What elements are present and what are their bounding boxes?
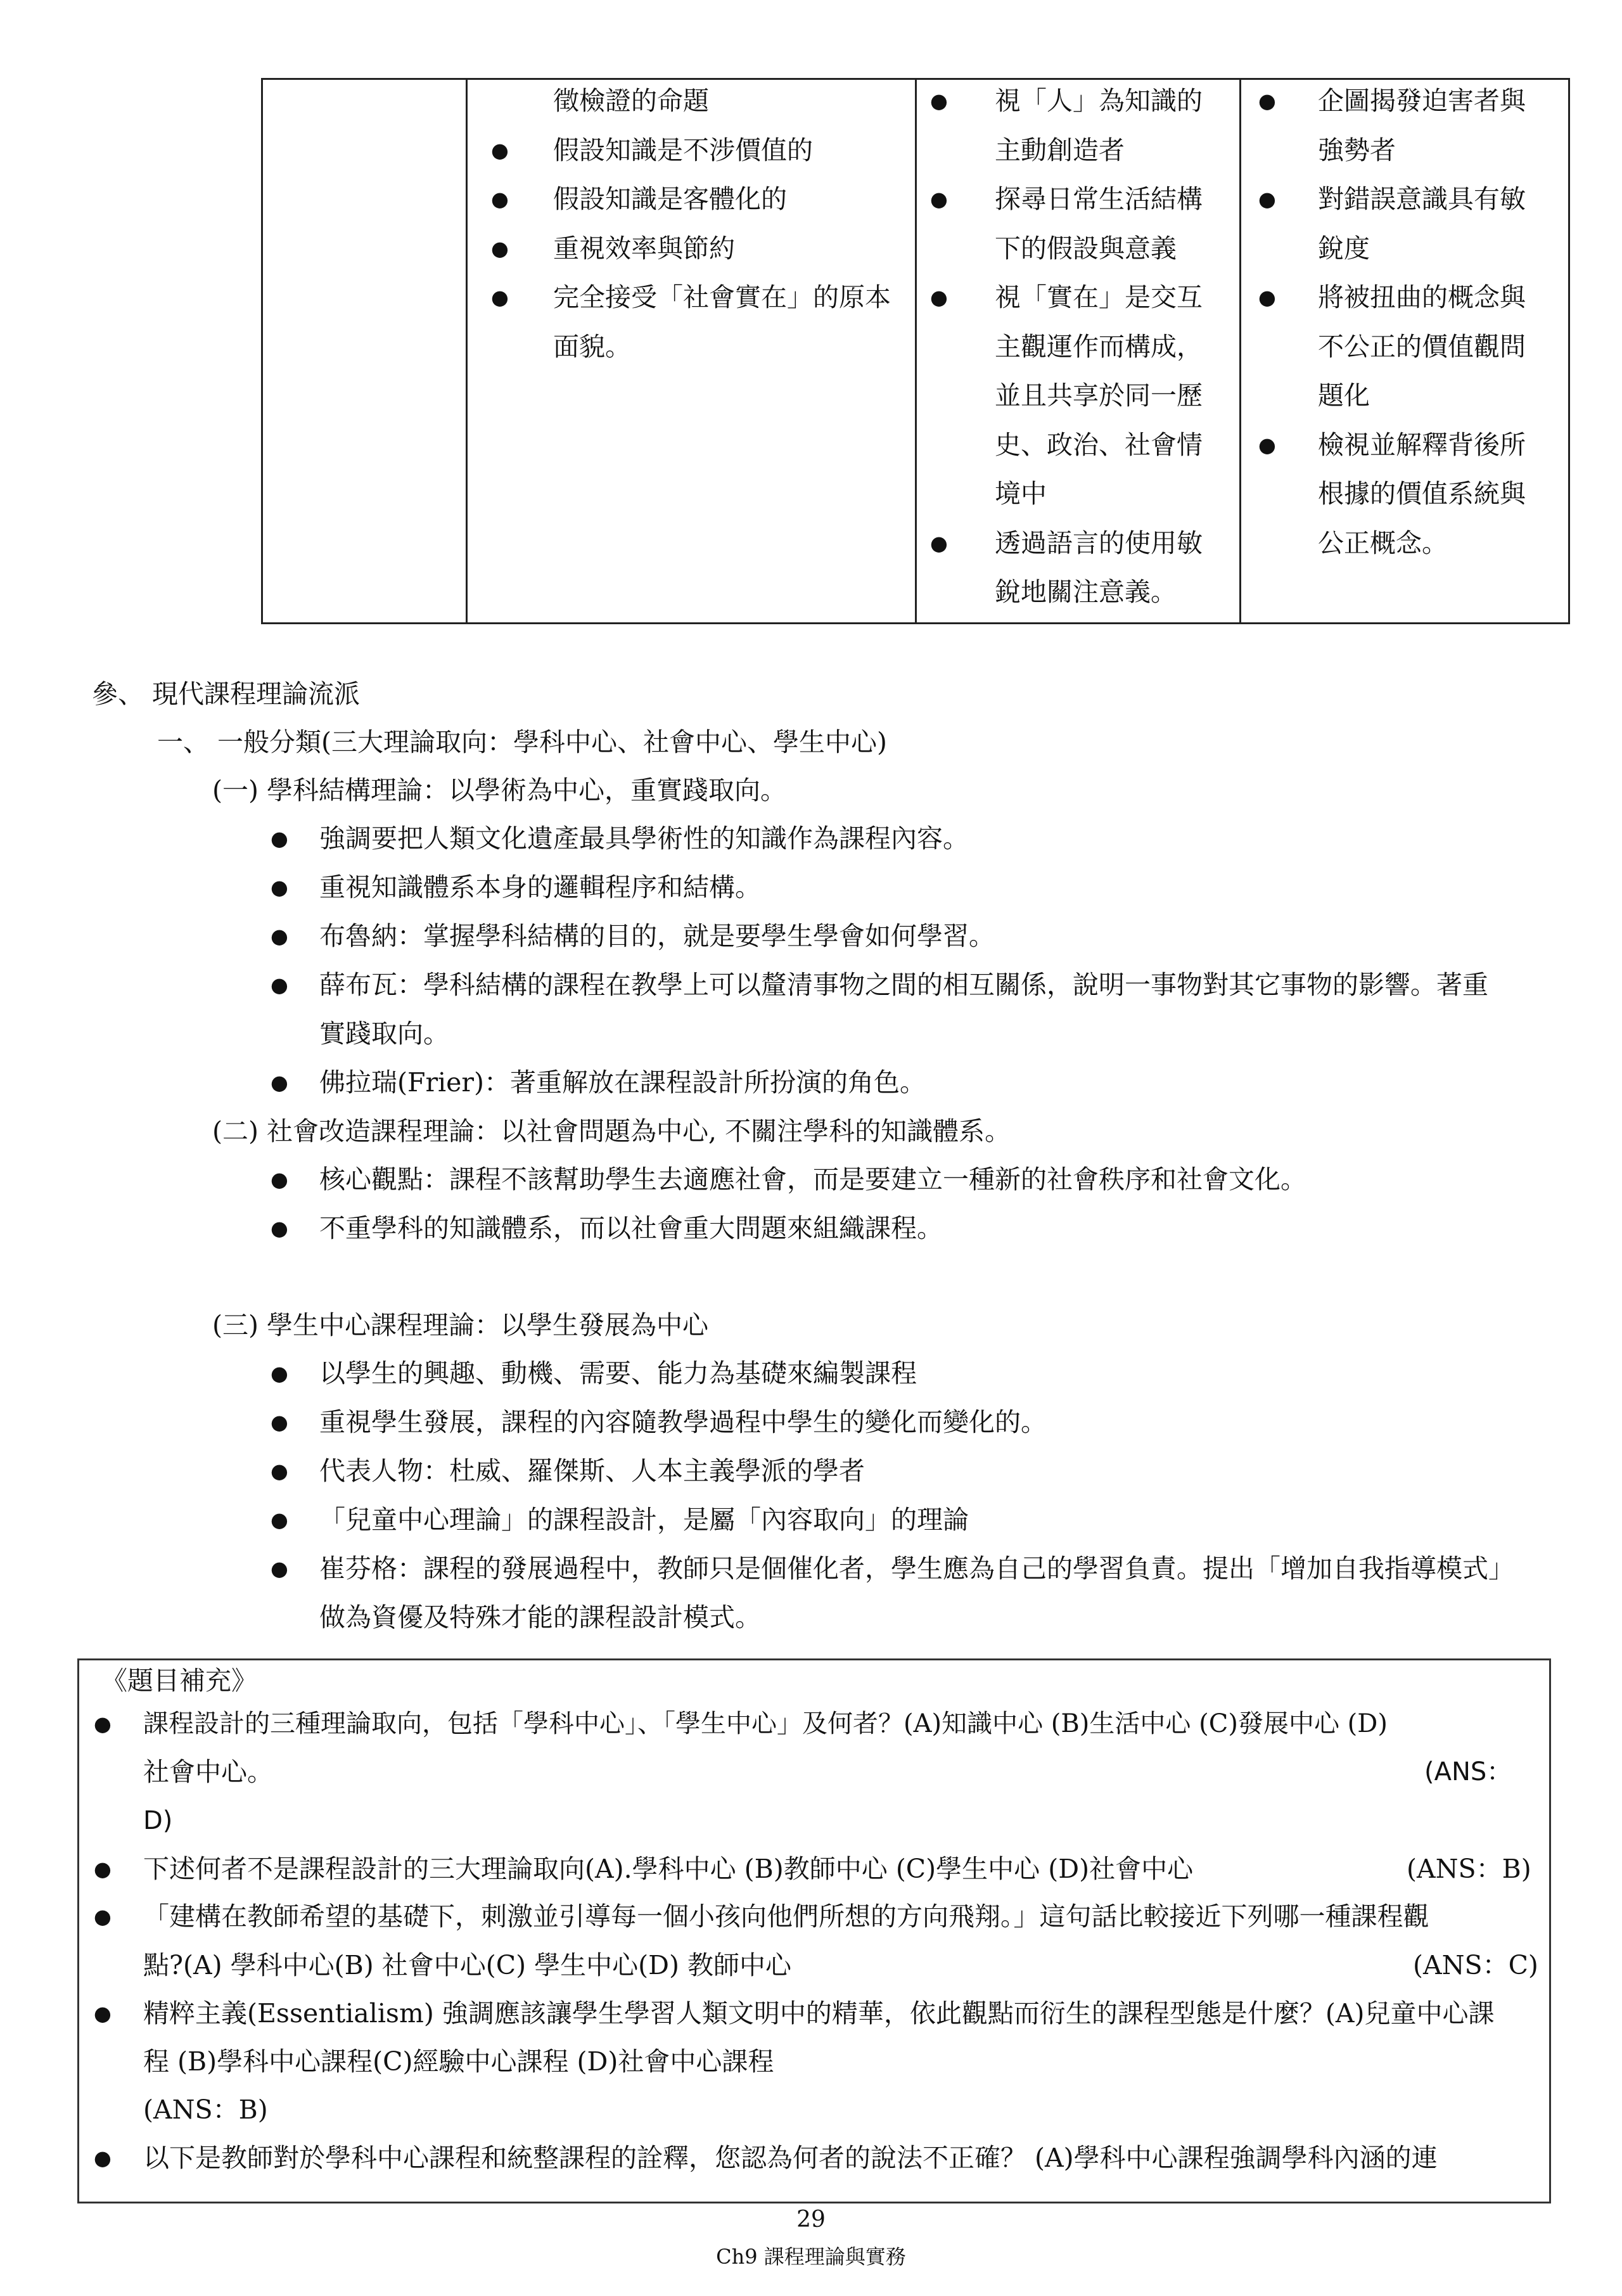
page-number: 29 [796,2207,826,2233]
table-cell-line: 重視效率與節約 [553,233,735,264]
theory-comparison-table [261,78,1570,624]
table-cell-line: 檢視並解釋背後所 [1318,429,1526,460]
question-4-text-cont: 程 (B)學科中心課程(C)經驗中心課程 (D)社會中心課程 [143,2046,774,2077]
question-1-answer-cont: D) [143,1806,173,1835]
table-divider [1239,80,1241,622]
questions-title: 《題目補充》 [101,1665,257,1696]
list-item: 重視知識體系本身的邏輯程序和結構。 [319,872,761,902]
list-item: 薛布瓦：學科結構的課程在教學上可以釐清事物之間的相互關係，說明一事物對其它事物的影響。著重 [319,970,1488,1000]
category-title-student: (三) 學生中心課程理論：以學生發展為中心 [212,1310,709,1340]
list-item-continuation: 做為資優及特殊才能的課程設計模式。 [319,1602,761,1632]
bullet-icon: ● [491,187,509,211]
table-cell-line: 假設知識是不涉價值的 [553,134,813,165]
bullet-icon: ● [271,826,288,850]
bullet-icon: ● [271,875,288,899]
list-item: 「兒童中心理論」的課程設計，是屬「內容取向」的理論 [319,1504,969,1535]
bullet-icon: ● [930,285,948,309]
table-cell-line: 下的假設與意義 [995,233,1177,264]
table-cell-line: 透過語言的使用敏 [995,527,1203,558]
table-divider [915,80,917,622]
question-3-answer: (ANS：C) [1413,1950,1538,1980]
question-3-text: 「建構在教師希望的基礎下，刺激並引導每一個小孩向他們所想的方向飛翔。」這句話比較接近下列哪一種課程觀 [143,1901,1429,1932]
bullet-icon: ● [271,973,288,997]
table-cell-line: 根據的價值系統與 [1318,478,1526,509]
bullet-icon: ● [271,1508,288,1532]
chapter-footer: Ch9 課程理論與實務 [716,2245,906,2269]
question-4-text: 精粹主義(Essentialism) 強調應該讓學生學習人類文明中的精華，依此觀點而衍生的課程型態是什麼？(A)兒童中心課 [143,1998,1495,2029]
table-cell-line: 面貌。 [553,331,631,362]
bullet-icon: ● [94,1904,112,1928]
list-item: 佛拉瑞(Frier)：著重解放在課程設計所扮演的角色。 [319,1067,926,1098]
bullet-icon: ● [271,1556,288,1581]
bullet-icon: ● [271,1361,288,1385]
bullet-icon: ● [94,2001,112,2025]
category-title-social: (二) 社會改造課程理論：以社會問題為中心, 不關注學科的知識體系。 [212,1116,1011,1146]
table-cell-line: 企圖揭發迫害者與 [1318,86,1526,116]
table-cell-line: 完全接受「社會實在」的原本 [553,282,891,312]
table-cell-line: 假設知識是客體化的 [553,184,787,214]
bullet-icon: ● [94,2146,112,2170]
question-1-answer: (ANS： [1424,1757,1512,1786]
table-cell-line: 史、政治、社會情 [995,429,1203,460]
bullet-icon: ● [491,285,509,309]
table-cell-line: 並且共享於同一歷 [995,380,1203,411]
table-cell-line: 視「人」為知識的 [995,86,1203,116]
bullet-icon: ● [1258,89,1276,113]
table-cell-line: 境中 [995,478,1047,509]
table-cell-line: 不公正的價值觀問 [1318,331,1526,362]
table-cell-line: 強勢者 [1318,134,1396,165]
table-cell-line: 銳度 [1318,233,1370,264]
table-cell-line: 主動創造者 [995,134,1125,165]
table-cell-line: 將被扭曲的概念與 [1318,282,1526,312]
table-cell-line: 探尋日常生活結構 [995,184,1203,214]
question-4-answer: (ANS：B) [143,2094,268,2125]
category-title-subject: (一) 學科結構理論：以學術為中心，重實踐取向。 [212,775,787,805]
bullet-icon: ● [491,138,509,162]
table-cell-line: 題化 [1318,380,1370,411]
bullet-icon: ● [930,530,948,555]
bullet-icon: ● [94,1712,112,1736]
bullet-icon: ● [94,1857,112,1881]
bullet-icon: ● [930,187,948,211]
question-1-text-cont: 社會中心。 [143,1757,273,1787]
table-cell-line: 對錯誤意識具有敏 [1318,184,1526,214]
bullet-icon: ● [1258,285,1276,309]
list-item: 強調要把人類文化遺產最具學術性的知識作為課程內容。 [319,823,969,854]
table-cell-line: 視「實在」是交互 [995,282,1203,312]
table-cell-line: 主觀運作而構成， [995,331,1203,362]
bullet-icon: ● [491,236,509,260]
bullet-icon: ● [930,89,948,113]
table-divider [466,80,468,622]
question-3-text-cont: 點?(A) 學科中心(B) 社會中心(C) 學生中心(D) 教師中心 [143,1950,792,1980]
list-item: 核心觀點：課程不該幫助學生去適應社會，而是要建立一種新的社會秩序和社會文化。 [319,1164,1306,1195]
list-item-continuation: 實踐取向。 [319,1018,449,1049]
list-item: 代表人物：杜威、羅傑斯、人本主義學派的學者 [319,1456,865,1486]
table-cell-line: 銳地關注意義。 [995,577,1177,607]
bullet-icon: ● [1258,432,1276,457]
bullet-icon: ● [271,1410,288,1434]
bullet-icon: ● [271,1216,288,1240]
bullet-icon: ● [271,1070,288,1094]
list-item: 崔芬格：課程的發展過程中，教師只是個催化者，學生應為自己的學習負責。提出「增加自我指導模式」 [319,1553,1514,1584]
list-item: 以學生的興趣、動機、需要、能力為基礎來編製課程 [319,1358,917,1389]
table-cell-line: 公正概念。 [1318,527,1448,558]
bullet-icon: ● [271,1459,288,1483]
question-1-text: 課程設計的三種理論取向，包括「學科中心」、「學生中心」及何者？(A)知識中心 (B)生活中心 (C)發展中心 (D) [143,1709,1388,1738]
question-2-text: 下述何者不是課程設計的三大理論取向(A).學科中心 (B)教師中心 (C)學生中心 (D)社會中心 [143,1854,1194,1884]
list-item: 重視學生發展，課程的內容隨教學過程中學生的變化而變化的。 [319,1407,1047,1437]
subsection-title: 一、 一般分類(三大理論取向：學科中心、社會中心、學生中心) [157,727,888,757]
bullet-icon: ● [271,924,288,948]
section-heading: 參、 現代課程理論流派 [92,679,361,709]
list-item: 布魯納：掌握學科結構的目的，就是要學生學會如何學習。 [319,921,995,951]
table-cell-line: 徵檢證的命題 [553,86,709,116]
list-item: 不重學科的知識體系，而以社會重大問題來組織課程。 [319,1213,943,1243]
question-5-text: 以下是教師對於學科中心課程和統整課程的詮釋，您認為何者的說法不正確？ (A)學科中心課程強調學科內涵的連 [143,2143,1438,2173]
question-2-answer: (ANS：B) [1407,1854,1531,1884]
bullet-icon: ● [1258,187,1276,211]
bullet-icon: ● [271,1167,288,1191]
